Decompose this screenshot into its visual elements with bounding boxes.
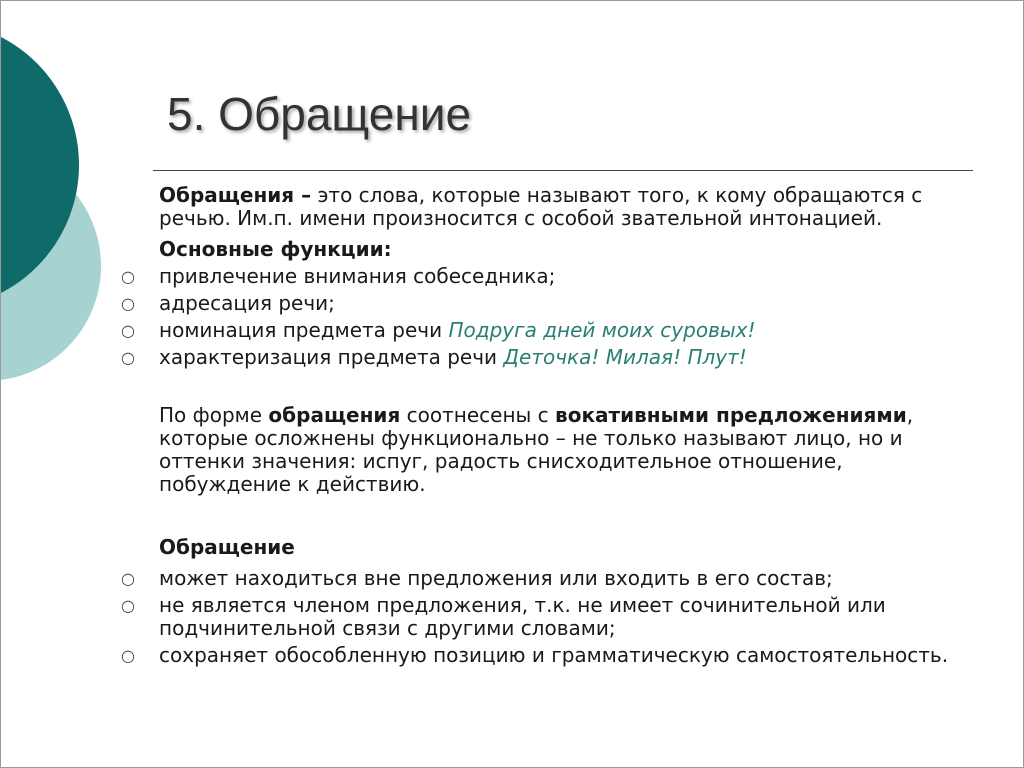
form-paragraph: По форме обращения соотнесены с вокативными предложениями, которые осложнены функционально – не только называют лицо, но и оттенки значения: испуг, радость снисходительное отношение, побуждение к действию. [159,403,914,496]
list-item: ○ не является членом предложения, т.к. не имеет сочинительной или подчинительной связи с другими словами; [121,593,886,640]
list-item: ○ может находиться вне предложения или входить в его состав; [121,566,833,590]
function-example: Подруга дней моих суровых! [448,318,756,342]
functions-list [121,264,979,369]
title-divider [153,170,973,171]
address-heading: Обращение [159,535,295,559]
function-text: адресация речи; [159,291,335,315]
bullet-marker-icon: ○ [121,348,135,367]
bullet-marker-icon: ○ [121,321,135,340]
definition-paragraph [159,184,979,230]
function-text: характеризация предмета речи [159,345,504,369]
bullet-marker-icon: ○ [121,596,135,615]
bullet-marker-icon: ○ [121,267,135,286]
list-item [121,291,979,315]
function-text: привлечение внимания собеседника; [159,264,556,288]
bullet-marker-icon: ○ [121,294,135,313]
list-item [121,345,979,369]
list-item: ○ сохраняет обособленную позицию и грамматическую самостоятельность. [121,643,949,667]
function-example: Деточка! Милая! Плут! [503,345,747,369]
slide-title: 5. Обращение [167,88,472,140]
function-text: номинация предмета речи [159,318,449,342]
slide-body [121,183,979,667]
bullet-marker-icon: ○ [121,569,135,588]
address-list [121,566,979,667]
list-item [121,264,979,288]
functions-heading: Основные функции: [159,237,392,261]
list-item [121,318,979,342]
definition-text: это слова, которые называют того, к кому обращаются с речью. Им.п. имени произносится с особой звательной интонацией. [159,183,923,230]
bullet-marker-icon: ○ [121,646,135,665]
definition-term: Обращения – [159,183,312,207]
